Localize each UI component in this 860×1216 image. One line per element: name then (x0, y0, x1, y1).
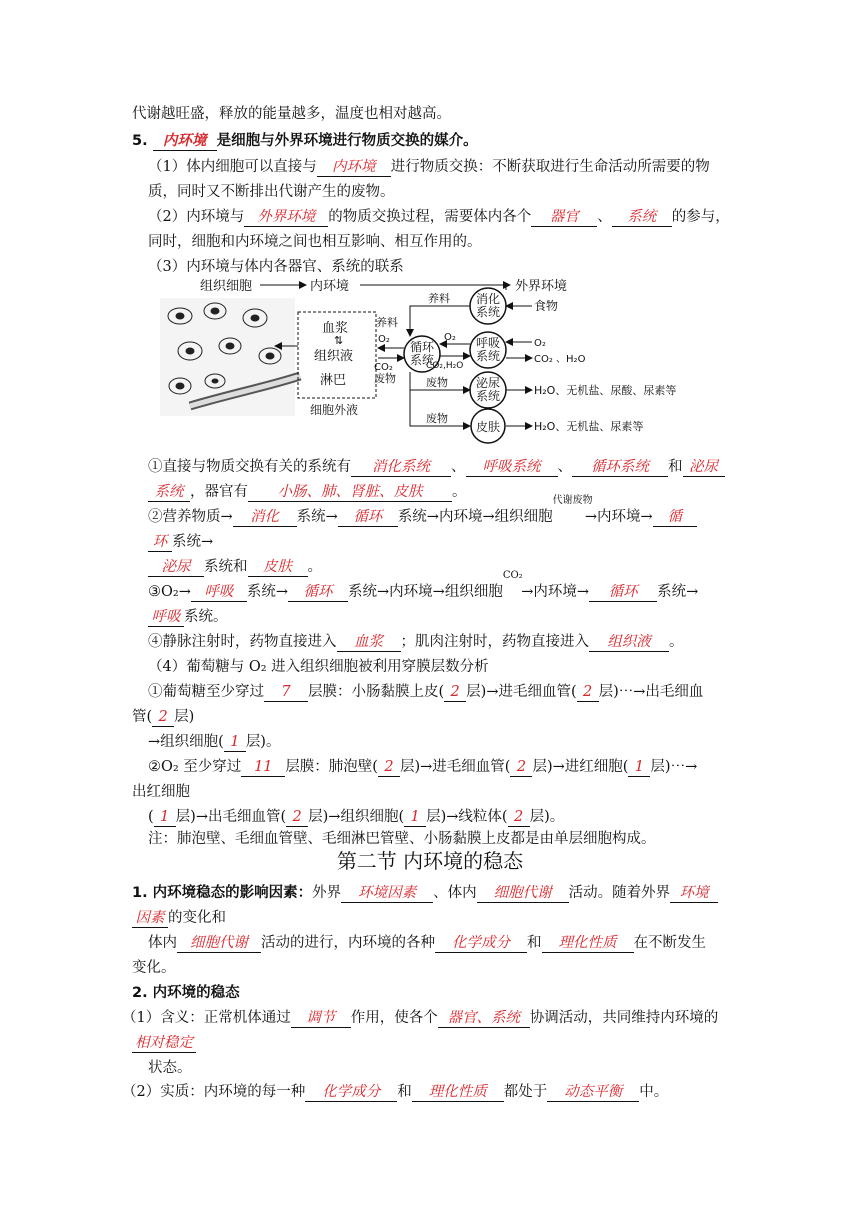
text: 活动。随着外界 (568, 885, 671, 901)
g1-line-3 (148, 732, 280, 752)
tissue-illustration-icon (160, 298, 300, 416)
answer-blank: 泌尿 (683, 458, 725, 477)
item-5 (132, 131, 478, 151)
s1-line-2 (132, 908, 226, 928)
waste-label-3: 废物 (426, 412, 448, 425)
answer-blank: 环境因素 (341, 884, 433, 903)
item-number: 5. (132, 133, 148, 149)
g2-line-3 (148, 807, 564, 827)
text: 。 (307, 559, 322, 575)
answer-blank: 血浆 (337, 633, 401, 652)
answer-blank: 化学成分 (435, 934, 527, 953)
text: 和 (397, 1084, 412, 1100)
text: 的参与， (671, 209, 730, 225)
text: →内环境→ (584, 509, 653, 525)
text: 层)⋯→ (650, 759, 698, 775)
text: 系统→ (657, 584, 699, 600)
answer-blank: 动态平衡 (547, 1083, 639, 1102)
text: （1）含义：正常机体通过 (122, 1010, 291, 1026)
c4-line (148, 632, 684, 652)
internal-env-label: 内环境 (310, 279, 350, 294)
answer-blank: 消化系统 (351, 458, 451, 477)
respiration-label-2: 系统 (476, 349, 501, 363)
item-heading: 1. 内环境稳态的影响因素： (132, 885, 313, 901)
text: （2）内环境与 (148, 209, 245, 225)
answer-blank: 呼吸 (148, 608, 184, 627)
text: 层)→出毛细血管( (175, 809, 287, 825)
answer-blank: 循 (653, 508, 697, 527)
item-text: 是细胞与外界环境进行物质交换的媒介。 (216, 133, 478, 149)
para-1-line-2: 质，同时又不断排出代谢产生的废物。 (148, 184, 395, 200)
external-env-label: 外界环境 (515, 279, 568, 294)
answer-blank: 器官、系统 (438, 1009, 530, 1028)
text: 作用，使各个 (350, 1010, 438, 1026)
answer-blank: 呼吸 (191, 583, 247, 602)
text: 层)→进红细胞( (532, 759, 629, 775)
text: 层膜：小肠黏膜上皮( (308, 684, 445, 700)
answer-blank: 系统 (148, 483, 190, 502)
s2-line-3: 状态。 (148, 1060, 192, 1076)
answer-blank: 2 (577, 683, 599, 702)
text: 外界 (312, 885, 342, 901)
answer-blank: 循环系统 (572, 458, 668, 477)
text: 系统。 (184, 609, 228, 625)
co2h2o-label: CO₂,H₂O (426, 361, 464, 371)
answer-blank: 理化性质 (542, 934, 634, 953)
text: ②营养物质→ (148, 509, 233, 525)
text: 系统→内环境→组织细胞 (397, 509, 553, 525)
para-2-line-1 (148, 207, 730, 227)
internal-environment-diagram (160, 276, 677, 446)
over-arrow (502, 570, 523, 602)
text: 层)→进毛细血管( (399, 759, 511, 775)
text: →内环境→ (521, 584, 590, 600)
text: 系统→ (172, 534, 214, 550)
answer-blank: 相对稳定 (132, 1034, 196, 1053)
text: 层)→进毛细血管( (466, 684, 577, 700)
text: ④静脉注射时，药物直接进入 (148, 634, 337, 650)
nutrient-label: 养料 (376, 316, 398, 329)
s2-line-2 (132, 1033, 196, 1053)
text: ②O₂ 至少穿过 (148, 759, 242, 775)
answer-blank: 11 (241, 758, 285, 777)
para-3-title: （3）内环境与体内各器官、系统的联系 (148, 259, 404, 275)
answer-blank: 2 (286, 808, 308, 827)
text: ①直接与物质交换有关的系统有 (148, 459, 351, 475)
text: 、体内 (433, 885, 477, 901)
answer-blank: 消化 (233, 508, 297, 527)
co2-label: CO₂ (374, 362, 393, 373)
waste-label: 废物 (374, 372, 396, 385)
urinary-label: 泌尿 (476, 376, 501, 390)
o2-label: O₂ (378, 334, 390, 345)
answer-blank: 调节 (291, 1009, 351, 1028)
answer-blank: 组织液 (589, 633, 669, 652)
answer-blank: 循环 (589, 583, 657, 602)
answer-blank: 2 (508, 808, 530, 827)
answer-blank: 内环境 (317, 158, 391, 177)
answer-blank: 循环 (338, 508, 398, 527)
text: 层)→组织细胞( (308, 809, 405, 825)
answer-blank: 系统 (612, 208, 672, 227)
para-2-line-2: 同时，细胞和内环境之间也相互影响、相互作用的。 (148, 234, 482, 250)
text: （2）实质：内环境的每一种 (122, 1084, 306, 1100)
respiration-label: 呼吸 (476, 336, 501, 350)
answer-blank: 细胞代谢 (177, 934, 261, 953)
digestion-label-2: 系统 (476, 305, 501, 319)
answer-blank: 环 (148, 533, 172, 552)
answer-blank: 泌尿 (148, 558, 204, 577)
text: 进行物质交换：不断获取进行生命活动所需要的物 (390, 159, 710, 175)
answer-blank: 小肠、肺、肾脏、皮肤 (248, 483, 452, 502)
g1-line-2 (132, 707, 194, 727)
text: 层膜：肺泡壁( (285, 759, 378, 775)
food-label: 食物 (534, 299, 559, 313)
c3-line-2 (148, 607, 228, 627)
text: 体内 (148, 935, 177, 951)
text: 、 (451, 459, 466, 475)
text: （1）体内细胞可以直接与 (148, 159, 317, 175)
ecf-label: 细胞外液 (310, 403, 359, 417)
text: 系统→ (296, 509, 338, 525)
text: 系统→内环境→组织细胞 (348, 584, 503, 600)
text: 层)→线粒体( (426, 809, 508, 825)
skin-label: 皮肤 (476, 420, 501, 434)
answer-blank: 1 (628, 758, 650, 777)
text: ①葡萄糖至少穿过 (148, 684, 264, 700)
text: 、 (557, 459, 572, 475)
text: 协调活动，共同维持内环境的 (529, 1010, 719, 1026)
text: 层)。 (245, 734, 281, 750)
skin-output: H₂O、无机盐、尿素等 (534, 420, 644, 433)
answer-blank: 理化性质 (412, 1083, 504, 1102)
answer-blank: 2 (378, 758, 400, 777)
answer-blank: 1 (224, 733, 246, 752)
answer-blank: 细胞代谢 (477, 884, 569, 903)
c2-line-2 (148, 532, 213, 552)
o2-label-2: O₂ (444, 332, 456, 343)
co2h2o-label-2: CO₂ 、H₂O (534, 354, 586, 365)
s2-title: 2. 内环境的稳态 (132, 985, 240, 1001)
text: 、 (597, 209, 612, 225)
c1-line-2 (148, 482, 467, 502)
answer-blank: 器官 (531, 208, 597, 227)
answer-blank: 化学成分 (305, 1083, 397, 1102)
urinary-output: H₂O、无机盐、尿酸、尿素等 (534, 384, 677, 397)
answer-blank: 7 (264, 683, 308, 702)
text: 层) (174, 709, 195, 725)
text: 中。 (639, 1084, 669, 1100)
circulation-label-2: 系统 (410, 353, 435, 367)
text: 。 (452, 484, 467, 500)
s2-line-1 (122, 1008, 718, 1028)
text: 。 (669, 634, 684, 650)
note: 注：肺泡壁、毛细血管壁、毛细淋巴管壁、小肠黏膜上皮都是由单层细胞构成。 (148, 831, 656, 847)
text: 系统→ (246, 584, 289, 600)
text: 活动的进行，内环境的各种 (261, 935, 435, 951)
text: ，器官有 (190, 484, 248, 500)
answer-blank: 2 (152, 708, 174, 727)
circulation-label: 循环 (410, 340, 435, 354)
arrow-label: CO₂ (502, 570, 523, 581)
text: 在不断发生 (633, 935, 706, 951)
answer-blank: 皮肤 (248, 558, 308, 577)
answer-blank: 因素 (132, 909, 168, 928)
plasma-label: 血浆 (322, 321, 349, 336)
s2-line-4 (122, 1082, 668, 1102)
answer-blank: 1 (154, 808, 176, 827)
waste-label-2: 废物 (426, 376, 448, 389)
answer-blank: 环境 (670, 884, 718, 903)
arrow-label: 代谢废物 (552, 495, 593, 506)
svg-text:⇅: ⇅ (334, 334, 344, 347)
c1-line-1 (148, 457, 725, 477)
text: 系统和 (204, 559, 248, 575)
over-arrow (552, 495, 593, 527)
text: 层)。 (529, 809, 565, 825)
answer-blank: 1 (404, 808, 426, 827)
section-heading: 第二节 内环境的稳态 (336, 849, 524, 873)
s1-line-1 (132, 883, 718, 903)
text: 的变化和 (168, 910, 226, 926)
o2-label-3: O₂ (534, 338, 546, 349)
para-4-title: （4）葡萄糖与 O₂ 进入组织细胞被利用穿膜层数分析 (148, 659, 489, 675)
c2-line-3 (148, 557, 322, 577)
nutrient-label-2: 养料 (428, 292, 450, 305)
answer-blank: 呼吸系统 (466, 458, 558, 477)
g1-line-1 (148, 682, 703, 702)
text: →组织细胞( (148, 734, 224, 750)
c3-line-1 (148, 570, 699, 602)
tissue-fluid-label: 组织液 (314, 349, 354, 364)
g2-line-2: 出红细胞 (132, 784, 190, 800)
answer-blank: 循环 (288, 583, 348, 602)
text: ( (148, 809, 154, 825)
s1-line-4: 变化。 (132, 960, 176, 976)
text: ；肌肉注射时，药物直接进入 (400, 634, 589, 650)
text: 的物质交换过程，需要体内各个 (328, 209, 532, 225)
answer-blank: 2 (510, 758, 532, 777)
text: 层)⋯→出毛细血 (598, 684, 704, 700)
lymph-label: 淋巴 (320, 373, 347, 388)
g2-line-1 (148, 757, 697, 777)
answer-blank: 内环境 (153, 132, 217, 151)
para-1-line-1 (148, 157, 710, 177)
urinary-label-2: 系统 (476, 389, 501, 403)
text: ③O₂→ (148, 584, 191, 600)
c2-line-1 (148, 495, 697, 527)
text: 管( (132, 709, 153, 725)
answer-blank: 外界环境 (244, 208, 328, 227)
continued-text: 代谢越旺盛，释放的能量越多，温度也相对越高。 (132, 106, 451, 122)
answer-blank: 2 (444, 683, 466, 702)
s1-line-3 (148, 933, 706, 953)
text: 和 (527, 935, 542, 951)
text: 和 (668, 459, 683, 475)
tissue-cell-label: 组织细胞 (200, 279, 253, 294)
digestion-label: 消化 (476, 292, 501, 306)
text: 都处于 (503, 1084, 548, 1100)
